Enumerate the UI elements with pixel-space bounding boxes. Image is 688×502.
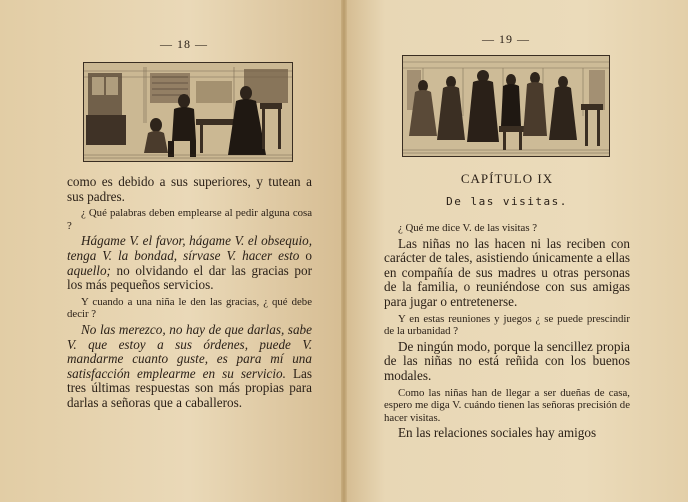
question-text [384, 313, 630, 338]
answer-text [67, 234, 312, 292]
chapter-subtitle: De las visitas. [446, 195, 568, 208]
salon-gathering-engraving-icon [402, 55, 610, 157]
chapter-title: CAPÍTULO IX [460, 171, 554, 186]
answer-italic: No las merezco, no hay de que darlas, sabe V. que estoy a sus órdenes, puede V. mandarme cuanto guste, es para mí una satisfacción emplearme en su servicio. [67, 321, 312, 381]
answer-connector: o [299, 247, 312, 263]
question-text [384, 387, 630, 425]
left-page-text [67, 175, 312, 411]
answer-text [67, 323, 312, 411]
page-number-left: — 18 — [160, 37, 208, 51]
right-page-text [384, 219, 630, 441]
answer-rest: Las tres últimas respuestas son más propias para darlas a señoras que a caballeros. [67, 365, 312, 410]
question-text [67, 296, 312, 321]
answer-italic: Hágame V. el favor, hágame V. el obsequio, tenga V. la bondad, sírvase V. hacer esto [67, 233, 312, 263]
question-label: Y cuando a una niña le den las gracias, ¿ qué debe decir ? [67, 295, 312, 321]
question-text [384, 222, 630, 235]
question-label: ¿ Qué palabras deben emplearse al pedir alguna cosa ? [67, 207, 312, 232]
answer-rest: no olvidando el dar las gracias por los más pequeños servicios. [67, 262, 312, 293]
book-gutter [341, 0, 347, 502]
answer-italic-2: aquello; [67, 262, 111, 278]
paragraph: como es debido a sus superiores, y tutean a sus padres. [67, 174, 312, 204]
question-label: Y en estas reuniones y juegos ¿ se puede prescindir de la urbanidad ? [384, 312, 630, 338]
answer-body: En las relaciones sociales hay amigos [398, 425, 597, 441]
page-number-right: — 19 — [482, 32, 530, 46]
answer-text [384, 340, 630, 384]
answer-body: Las niñas no las hacen ni las reciben con carácter de tales, asistiendo únicamente a ellas en compañía de sus madres u otras personas de la familia, o reuniéndose con sus amigas para jugar o entretenerse. [384, 235, 630, 309]
question-label: ¿ Qué me dice V. de las visitas ? [398, 222, 538, 234]
question-text [67, 207, 312, 232]
family-scene-engraving-icon [83, 62, 293, 162]
answer-text [384, 237, 630, 310]
answer-text [384, 426, 630, 441]
answer-body: De ningún modo, porque la sencillez propia de las niñas no está reñida con los buenos modales. [384, 338, 630, 383]
question-label: Como las niñas han de llegar a ser dueñas de casa, espero me diga V. cuándo tienen las señoras precisión de hacer visitas. [384, 386, 630, 424]
